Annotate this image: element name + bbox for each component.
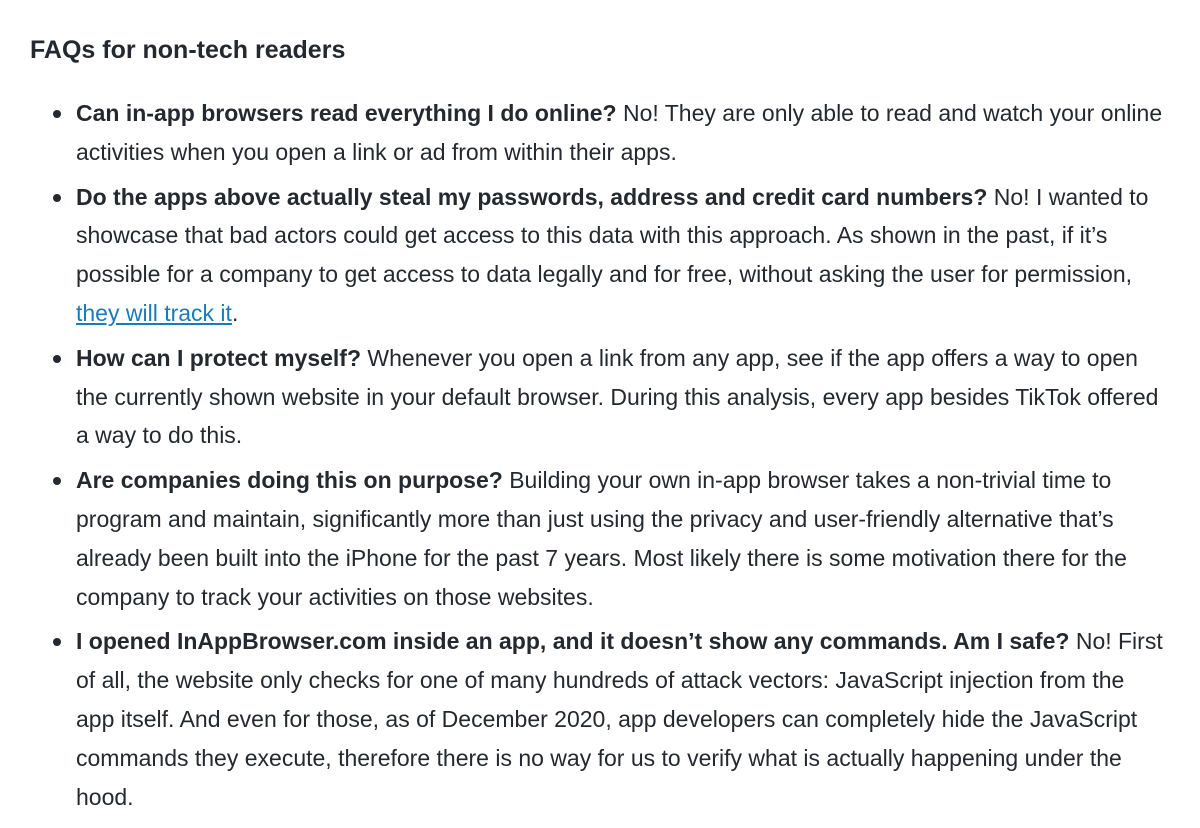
section-heading: FAQs for non-tech readers [30,36,346,64]
faq-answer: No! First of all, the website only checks for one of many hundreds of attack vectors: JavaScript injection from the app itself. And even for those, as of December 2020, app developers can completely hide the JavaScript commands they execute, therefore there is no way for us to verify what is actually happening under the hood. [76,628,1163,810]
track-it-link[interactable]: they will track it [76,299,232,326]
faq-question: Can in-app browsers read everything I do online? [76,100,617,126]
faq-question: I opened InAppBrowser.com inside an app, and it doesn’t show any commands. Am I safe? [76,628,1070,655]
faq-item-3 [0,339,1200,455]
faq-answer: Whenever you open a link from any app, see if the app offers a way to open the currently shown website in your default browser. During this analysis, every app besides TikTok offered a way to do this. [76,344,1159,449]
bullet-icon [53,110,61,118]
bullet-icon [53,194,61,202]
faq-item-2 [0,178,1200,333]
faq-question: Are companies doing this on purpose? [76,467,503,494]
faq-list [0,94,1200,822]
faq-answer: No! I wanted to showcase that bad actors could get access to this data with this approach. As shown in the past, if it’s possible for a company to get access to data legally and for free, without asking the user for permission, [76,183,1149,288]
faq-question: How can I protect myself? [76,344,362,371]
faq-item-1 [0,94,1200,172]
bullet-icon [53,355,61,363]
faq-answer: No! They are only able to read and watch your online activities when you open a link or ad from within their apps. [76,100,1163,165]
faq-question: Do the apps above actually steal my passwords, address and credit card numbers? [76,183,988,210]
faq-item-5 [0,622,1200,816]
faq-item-4 [0,461,1200,616]
faq-answer: Building your own in-app browser takes a non-trivial time to program and maintain, significantly more than just using the privacy and user-friendly alternative that’s already been built into the iPhone for the past 7 years. Most likely there is some motivation there for the company to track your activities on those websites. [76,467,1127,610]
bullet-icon [53,477,61,485]
faq-answer-suffix: . [231,299,239,326]
bullet-icon [53,638,61,646]
